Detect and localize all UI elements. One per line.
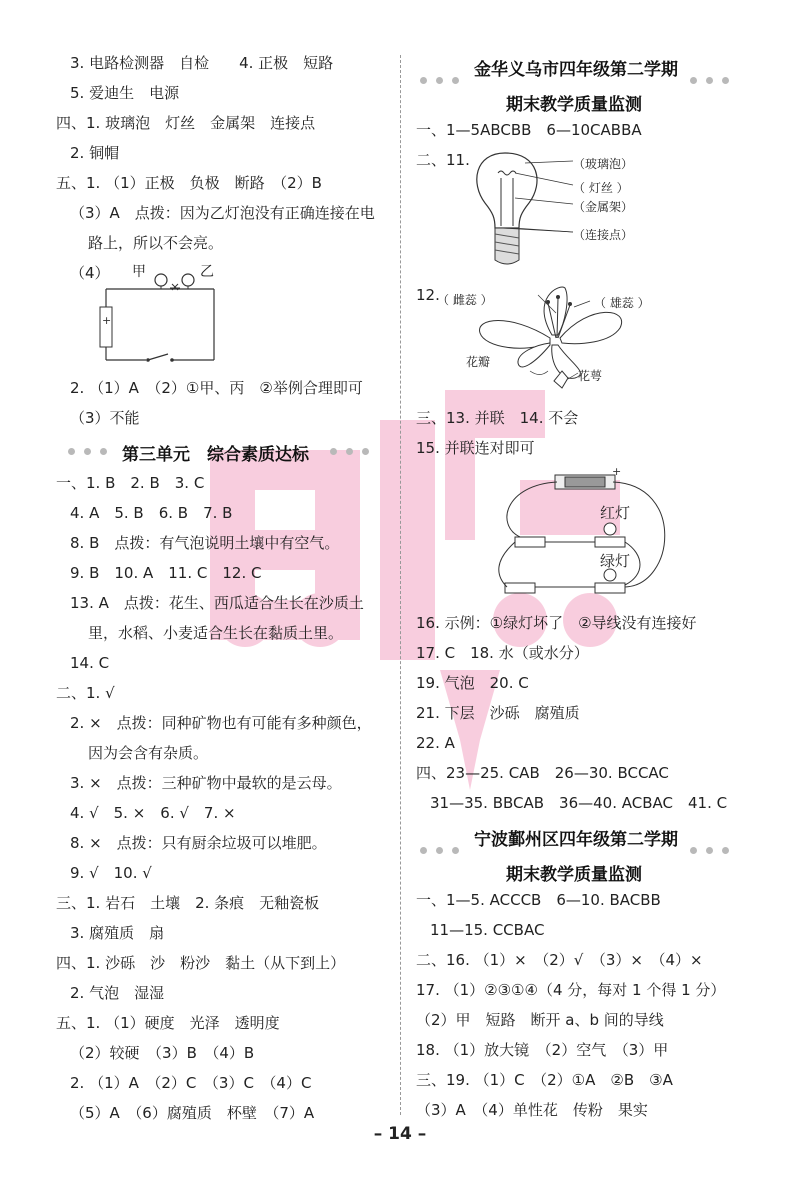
answer-line: 4. A 5. B 6. B 7. B	[70, 504, 233, 522]
answer-line: 17. C 18. 水（或水分）	[416, 644, 589, 662]
exam-title-2b: 期末教学质量监测	[506, 865, 642, 885]
answer-line: 四、23—25. CAB 26—30. BCCAC	[416, 764, 669, 782]
answer-line: 一、1—5. ACCCB 6—10. BACBB	[416, 891, 661, 909]
answer-line: 里，水稻、小麦适合生长在黏质土里。	[88, 624, 344, 642]
answer-line: 路上，所以不会亮。	[88, 234, 224, 252]
answer-line: 2. （1）A （2）C （3）C （4）C	[70, 1074, 312, 1092]
exam-title-1a: 金华义乌市四年级第二学期	[474, 60, 678, 80]
red-light-label: 红灯	[600, 504, 631, 522]
unit3-title: 第三单元 综合素质达标	[122, 445, 309, 465]
column-divider	[400, 55, 401, 1115]
bulb-label: （ 灯丝 ）	[573, 181, 629, 195]
answer-line: 8. B 点拨：有气泡说明土壤中有空气。	[70, 534, 340, 552]
green-light-label: 绿灯	[600, 552, 631, 570]
answer-line: 2. 铜帽	[70, 144, 120, 162]
bulb-yi-label: 乙	[200, 264, 214, 280]
circuit-diagram-left	[96, 262, 226, 372]
answer-line: （3）A （4）单性花 传粉 果实	[416, 1101, 648, 1119]
answer-line: 9. √ 10. √	[70, 864, 152, 882]
answer-line: 4. √ 5. × 6. √ 7. ×	[70, 804, 236, 822]
answer-line: （5）A （6）腐殖质 杯壁 （7）A	[70, 1104, 315, 1122]
flower-stamen-label: （ 雄蕊 ）	[594, 296, 650, 310]
answer-line: （2）较硬 （3）B （4）B	[70, 1044, 255, 1062]
answer-line: 四、1. 沙砾 沙 粉沙 黏土（从下到上）	[56, 954, 346, 972]
light-bulb-diagram	[465, 148, 665, 273]
answer-line: 19. 气泡 20. C	[416, 674, 529, 692]
section-dots	[330, 448, 369, 455]
answer-line: 31—35. BBCAB 36—40. ACBAC 41. C	[430, 794, 728, 812]
answer-line: 3. 腐殖质 扇	[70, 924, 165, 942]
svg-text:+: +	[612, 465, 622, 478]
answer-line: 21. 下层 沙砾 腐殖质	[416, 704, 580, 722]
bulb-label: （连接点）	[573, 228, 634, 242]
flower-pistil-label: （ 雌蕊 ）	[437, 293, 493, 307]
answer-line: 3. 电路检测器 自检 4. 正极 短路	[70, 54, 334, 72]
answer-line: 二、1. √	[56, 684, 115, 702]
flower-sepal-label: 花萼	[578, 369, 603, 383]
answer-line: 二、16. （1）× （2）√ （3）× （4）×	[416, 951, 703, 969]
exam-title-1b: 期末教学质量监测	[506, 95, 642, 115]
answer-line: 三、19. （1）C （2）①A ②B ③A	[416, 1071, 673, 1089]
answer-line: 三、1. 岩石 土壤 2. 条痕 无釉瓷板	[56, 894, 320, 912]
answer-line: 8. × 点拨：只有厨余垃圾可以堆肥。	[70, 834, 327, 852]
answer-line: 2. × 点拨：同种矿物也有可能有多种颜色，	[70, 714, 372, 732]
page-number: – 14 –	[373, 1124, 427, 1144]
answer-line: （2）甲 短路 断开 a、b 间的导线	[416, 1011, 664, 1029]
answer-line: 22. A	[416, 734, 455, 752]
answer-line: 因为会含有杂质。	[88, 744, 209, 762]
answer-line: 14. C	[70, 654, 110, 672]
section-dots	[690, 847, 729, 854]
answer-line: 四、1. 玻璃泡 灯丝 金属架 连接点	[56, 114, 316, 132]
flower-petal-label: 花瓣	[466, 355, 491, 369]
section-dots	[690, 77, 729, 84]
section-dots	[420, 77, 459, 84]
answer-line: 17. （1）②③①④（4 分，每对 1 个得 1 分）	[416, 981, 726, 999]
answer-line: 5. 爱迪生 电源	[70, 84, 180, 102]
bulb-jia-label: 甲	[132, 264, 146, 280]
answer-line: 16. 示例：①绿灯坏了 ②导线没有连接好	[416, 614, 697, 632]
section-dots	[68, 448, 107, 455]
answer-line: 12.	[416, 286, 440, 304]
svg-text:+: +	[102, 314, 112, 327]
answer-line: 15. 并联连对即可	[416, 439, 535, 457]
answer-line: 13. A 点拨：花生、西瓜适合生长在沙质土	[70, 594, 364, 612]
answer-line: （4）	[70, 264, 110, 282]
answer-line: 2. 气泡 湿湿	[70, 984, 165, 1002]
answer-line: （3）不能	[70, 409, 140, 427]
section-dots	[420, 847, 459, 854]
answer-line: 三、13. 并联 14. 不会	[416, 409, 579, 427]
answer-line: 一、1. B 2. B 3. C	[56, 474, 205, 492]
answer-line: 9. B 10. A 11. C 12. C	[70, 564, 262, 582]
answer-line: 一、1—5ABCBB 6—10CABBA	[416, 121, 642, 139]
exam-title-2a: 宁波鄞州区四年级第二学期	[474, 830, 678, 850]
answer-line: 18. （1）放大镜 （2）空气 （3）甲	[416, 1041, 669, 1059]
answer-line: 2. （1）A （2）①甲、丙 ②举例合理即可	[70, 379, 363, 397]
answer-line: （3）A 点拨：因为乙灯泡没有正确连接在电	[70, 204, 375, 222]
parallel-circuit-diagram	[485, 465, 685, 605]
answer-line: 五、1. （1）硬度 光泽 透明度	[56, 1014, 280, 1032]
bulb-label: （玻璃泡）	[573, 157, 634, 171]
answer-line: 五、1. （1）正极 负极 断路 （2）B	[56, 174, 322, 192]
answer-line: 二、11.	[416, 151, 470, 169]
answer-line: 11—15. CCBAC	[430, 921, 545, 939]
bulb-label: （金属架）	[573, 200, 634, 214]
answer-line: 3. × 点拨：三种矿物中最软的是云母。	[70, 774, 342, 792]
